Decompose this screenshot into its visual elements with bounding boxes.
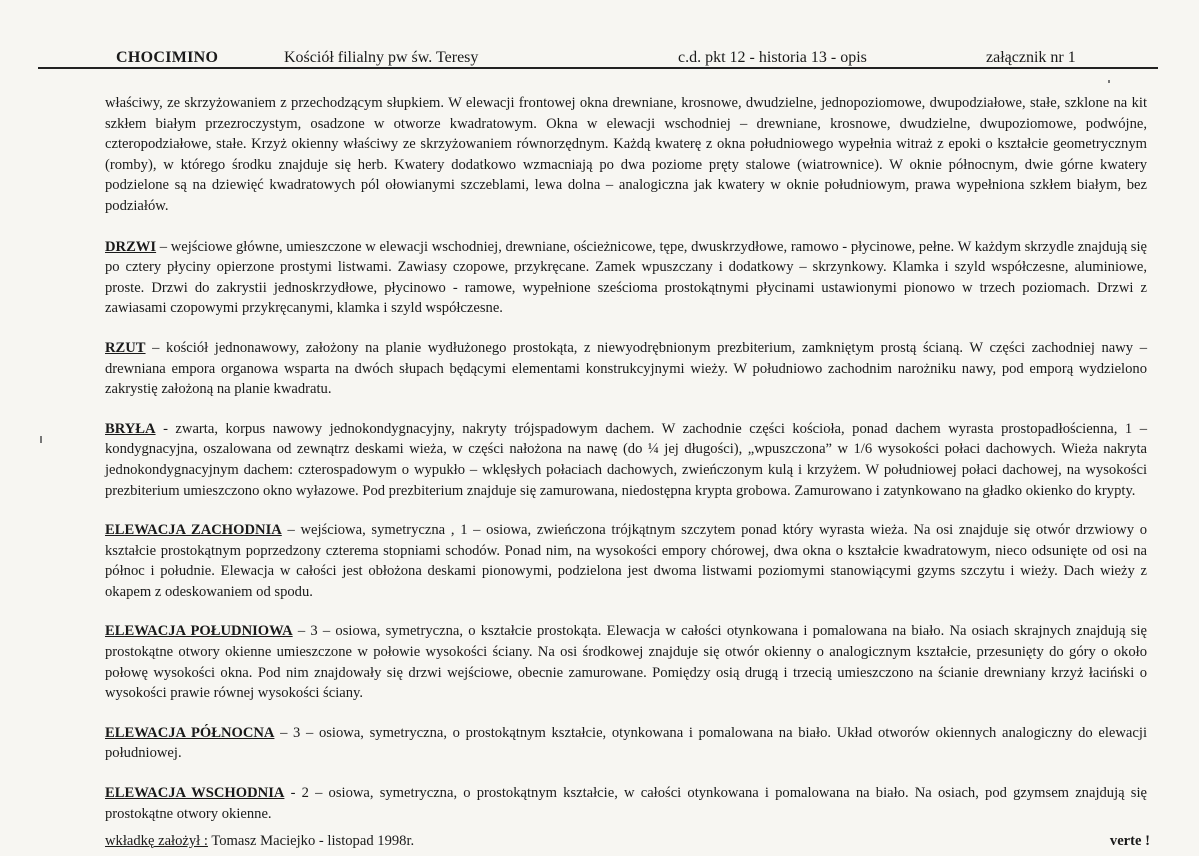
heading-elewacja-wschodnia: ELEWACJA WSCHODNIA (105, 785, 285, 802)
header-attachment: załącznik nr 1 (986, 49, 1076, 66)
footer-author (105, 832, 414, 850)
footer-verte: verte ! (1109, 833, 1150, 849)
paragraph-elewacja-wschodnia (105, 783, 1147, 824)
heading-bryla: BRYŁA (105, 420, 156, 437)
footer-author-name: Tomasz Maciejko - listopad 1998r. (207, 833, 415, 849)
paragraph-elewacja-poludniowa (105, 621, 1147, 703)
page-footer (105, 832, 1150, 852)
paragraph-drzwi (105, 237, 1147, 319)
scan-speck (40, 436, 42, 443)
paragraph-elewacja-polnocna (105, 723, 1147, 764)
text-elewacja-polnocna: – 3 – osiowa, symetryczna, o prostokątnym kształcie, otynkowana i pomalowana na biało. Układ otworów okiennych analogiczny do elewacji południowej. (105, 724, 1147, 762)
text-drzwi: – wejściowe główne, umieszczone w elewacji wschodniej, drewniane, ościeżnicowe, tępe, dwuskrzydłowe, ramowo - płycinowe, pełne. W każdym skrzydle znajdują się po cztery płyciny opierzone prostymi listwami. Zawiasy czopowe, przykręcane. Zamek wpuszczany i dodatkowy – skrzynkowy. Klamka i szyld współczesne, aluminiowe, proste. Drzwi do zakrystii jednoskrzydłowe, płycinowo - ramowe, wypełnione sześcioma prostokątnymi płycinami ustawionymi pionowo w trzech poziomach. Drzwi z zawiasami czopowymi przykręcanymi, klamka i szyld współczesne. (105, 238, 1147, 317)
header-rule (38, 67, 1158, 69)
paragraph-elewacja-zachodnia (105, 520, 1147, 602)
heading-elewacja-zachodnia: ELEWACJA ZACHODNIA (105, 522, 282, 539)
text-elewacja-wschodnia: - 2 – osiowa, symetryczna, o prostokątnym kształcie, w całości otynkowana i pomalowana na biało. Na osiach, pod gzymsem znajdują się prostokątne otwory okienne. (105, 785, 1147, 822)
paragraph-bryla (105, 419, 1147, 501)
heading-drzwi: DRZWI (105, 238, 157, 255)
paragraph-intro: właściwy, ze skrzyżowaniem z przechodzącym słupkiem. W elewacji frontowej okna drewniane, krosnowe, dwudzielne, jednopoziomowe, dwupodziałowe, stałe, szklone na kit szkłem białym przezroczystym, osadzone w otworze kwadratowym. Okna w elewacji wschodniej – drewniane, krosnowe, dwudzielne, dwupoziomowe, podwójne, czteropodziałowe, stałe. Krzyż okienny właściwy ze skrzyżowaniem równorzędnym. Każdą kwaterę z okna południowego wypełnia witraż z epoki o kształcie geometrycznym (romby), w którego środku znajduje się herb. Kwatery dodatkowo wzmacniają po dwa poziome pręty stalowe (wiatrownice). W oknie północnym, dwie górne kwatery podzielone są na dziewięć kwadratowych pól ołowianymi szczeblami, lewa dolna – analogiczna jak kwatery w oknie południowym, prawa wypełniona szkłem białym, bez podziałów. (105, 95, 1147, 214)
header-site: CHOCIMINO (116, 49, 219, 66)
document-body (105, 93, 1147, 824)
paragraph-rzut (105, 338, 1147, 400)
heading-elewacja-polnocna: ELEWACJA PÓŁNOCNA (105, 724, 275, 741)
text-elewacja-poludniowa: – 3 – osiowa, symetryczna, o kształcie prostokąta. Elewacja w całości otynkowana i pomalowana na biało. Na osiach skrajnych znajdują się prostokątne otwory okienne umieszczone w połowie wysokości ściany. Na osi środkowej znajduje się otwór okienny o analogicznym kształcie, przesunięty do góry o około połowę wysokości okna. Pod nim znajdowały się drzwi wejściowe, obecnie zamurowane. Pomiędzy osią drugą i trzecią umieszczono na ścianie drewniany krzyż łaciński o wysokości prawie równej wysokości ściany. (105, 623, 1147, 702)
heading-elewacja-poludniowa: ELEWACJA POŁUDNIOWA (105, 623, 293, 640)
text-bryla: - zwarta, korpus nawowy jednokondygnacyjny, nakryty trójspadowym dachem. W zachodnie części kościoła, ponad dachem wyrasta prostopadłościenna, 1 – kondygnacyjna, oszalowana od zewnątrz deskami wieża, w części nałożona na nawę (do ¼ jej długości), „wpuszczona” w 1/6 wysokości połaci dachowych. Wieża nakryta jednokondygnacyjnym dachem: czterospadowym o wypukło – wklęsłych połaciach dachowych, zwieńczonym kulą i krzyżem. W południowej połaci dachowej, na wysokości prezbiterium umieszczono okno wyłazowe. Pod prezbiterium znajduje się zamurowana, niedostępna krypta grobowa. Zamurowano i zatynkowano na gładko okienko do krypty. (105, 420, 1147, 499)
scan-speck (1108, 80, 1110, 83)
footer-label: wkładkę założył : (105, 833, 208, 849)
header-church: Kościół filialny pw św. Teresy (284, 49, 479, 66)
heading-rzut: RZUT (105, 339, 146, 356)
header-reference: c.d. pkt 12 - historia 13 - opis (678, 49, 867, 66)
text-elewacja-zachodnia: – wejściowa, symetryczna , 1 – osiowa, zwieńczona trójkątnym szczytem ponad który wyrasta wieża. Na osi znajduje się otwór drzwiowy o kształcie prostokątnym poprzedzony czterema stopniami schodów. Ponad nim, na wysokości empory chórowej, dwa okna o kształcie kwadratowym, nieco odsunięte od osi na północ i południe. Elewacja w całości jest obłożona deskami pionowymi, podzielona jest dwoma listwami poziomymi stanowiącymi gzyms szczytu i wieży. Dach wieży z okapem z odeskowaniem od spodu. (105, 522, 1147, 600)
text-rzut: – kościół jednonawowy, założony na planie wydłużonego prostokąta, z niewyodrębnionym prezbiterium, zamkniętym prostą ścianą. W części zachodniej nawy – drewniana empora organowa wsparta na dwóch słupach będącymi elementami konstrukcyjnymi wieży. W południowo zachodnim narożniku nawy, pod emporą wydzielono zakrystię założoną na planie kwadratu. (105, 339, 1147, 398)
